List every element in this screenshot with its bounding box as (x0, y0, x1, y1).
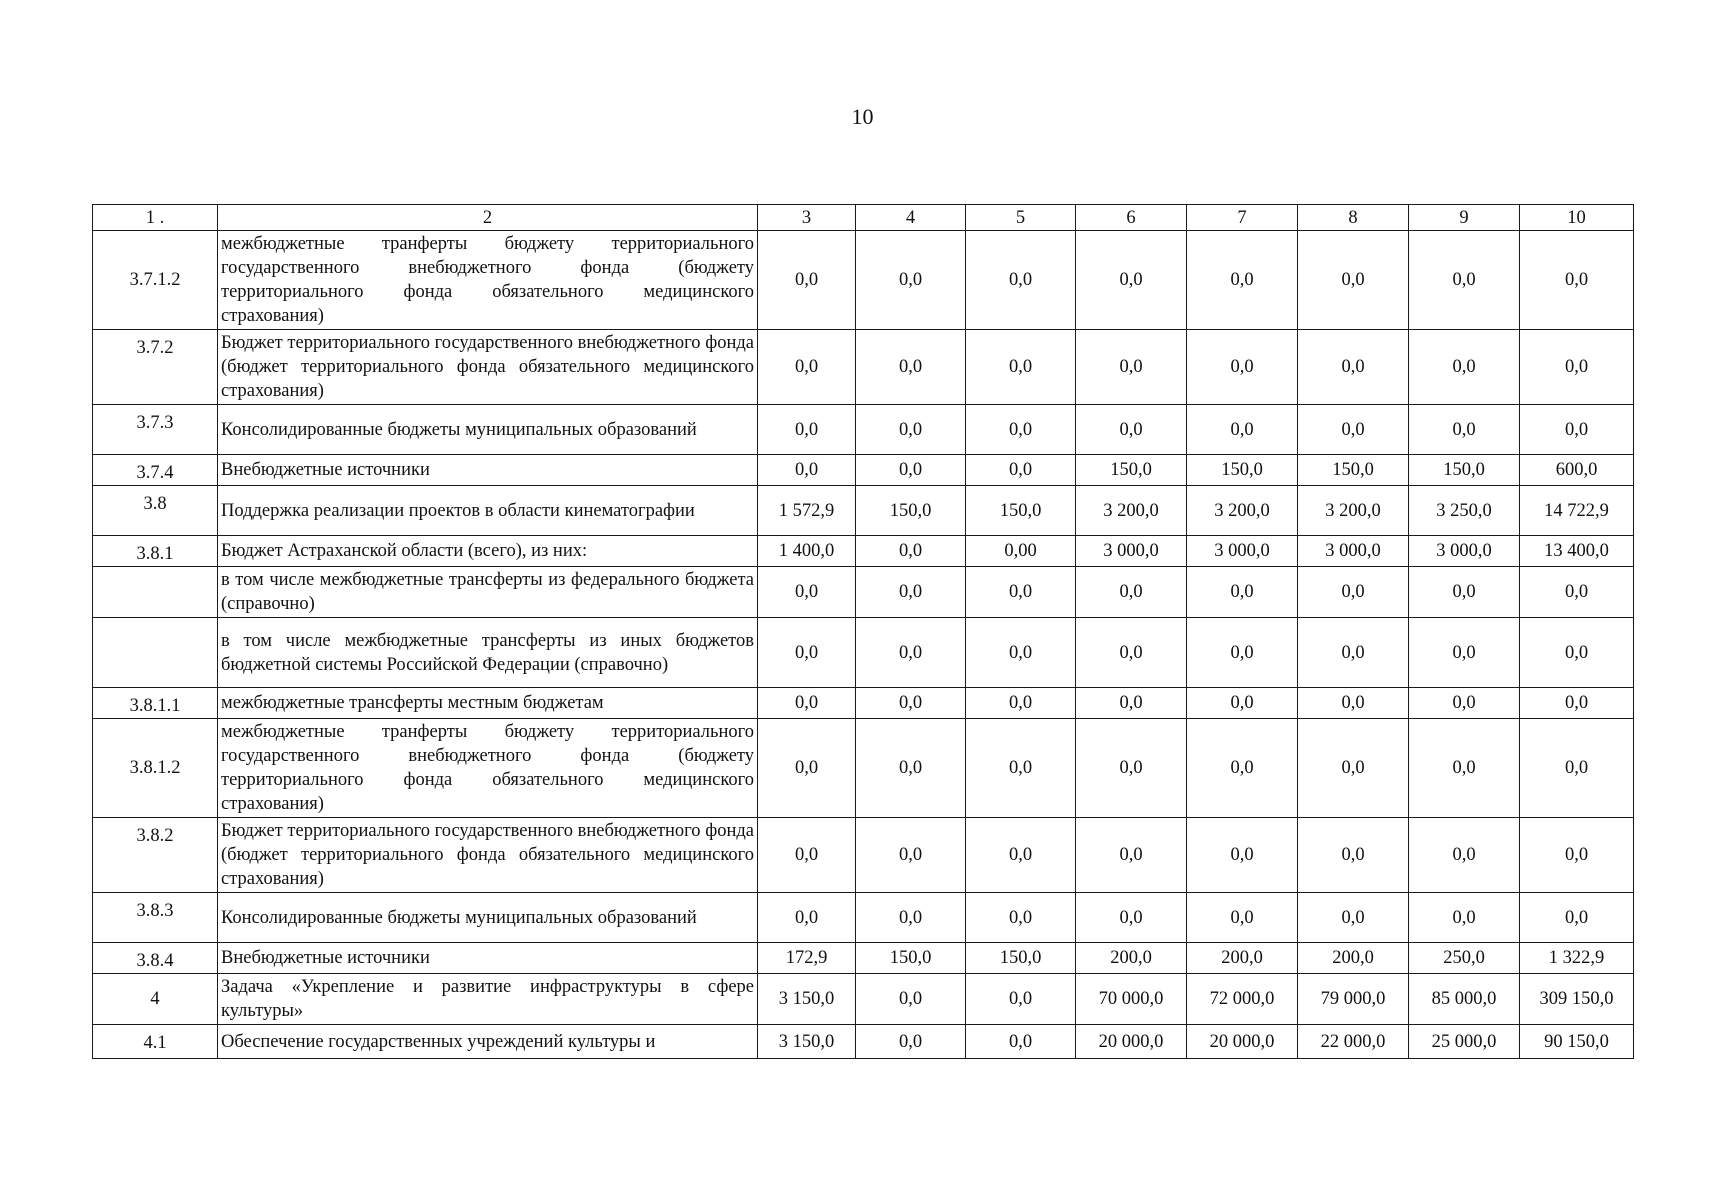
value-cell: 0,0 (1409, 818, 1520, 893)
value-cell: 0,0 (1409, 618, 1520, 688)
value-cell: 0,0 (856, 688, 966, 719)
row-code (93, 567, 218, 618)
value-cell: 3 150,0 (758, 1025, 856, 1059)
row-code: 3.8 (93, 486, 218, 536)
row-description: Внебюджетные источники (218, 455, 758, 486)
value-cell: 90 150,0 (1520, 1025, 1634, 1059)
table-row (93, 1025, 1634, 1059)
value-cell: 0,0 (1520, 567, 1634, 618)
value-cell: 0,0 (1187, 567, 1298, 618)
value-cell: 3 150,0 (758, 974, 856, 1025)
value-cell: 0,0 (856, 618, 966, 688)
value-cell: 0,0 (1298, 330, 1409, 405)
value-cell: 0,0 (966, 618, 1076, 688)
row-code: 4 (93, 974, 218, 1025)
value-cell: 20 000,0 (1076, 1025, 1187, 1059)
value-cell: 0,0 (1409, 330, 1520, 405)
value-cell: 0,0 (1520, 405, 1634, 455)
table-row (93, 818, 1634, 893)
value-cell: 0,0 (1298, 893, 1409, 943)
row-description: Задача «Укрепление и развитие инфраструктуры в сфере культуры» (218, 974, 758, 1025)
row-description: Поддержка реализации проектов в области кинематографии (218, 486, 758, 536)
value-cell: 150,0 (966, 943, 1076, 974)
table-row (93, 618, 1634, 688)
value-cell: 0,0 (1298, 618, 1409, 688)
value-cell: 0,0 (1187, 719, 1298, 818)
value-cell: 22 000,0 (1298, 1025, 1409, 1059)
value-cell: 0,0 (856, 567, 966, 618)
row-description: Бюджет Астраханской области (всего), из них: (218, 536, 758, 567)
value-cell: 0,0 (1298, 818, 1409, 893)
column-header: 8 (1298, 205, 1409, 231)
value-cell: 0,0 (966, 719, 1076, 818)
value-cell: 0,0 (1187, 688, 1298, 719)
value-cell: 0,0 (966, 688, 1076, 719)
row-description: межбюджетные транферты бюджету территориального государственного внебюджетного фонда (бюджету территориального фонда обязательного медицинского страхования) (218, 231, 758, 330)
value-cell: 0,0 (966, 455, 1076, 486)
value-cell: 0,0 (966, 974, 1076, 1025)
value-cell: 150,0 (966, 486, 1076, 536)
table-row (93, 330, 1634, 405)
row-code: 3.7.2 (93, 330, 218, 405)
value-cell: 150,0 (1187, 455, 1298, 486)
value-cell: 0,0 (758, 567, 856, 618)
row-code: 3.8.1.1 (93, 688, 218, 719)
value-cell: 79 000,0 (1298, 974, 1409, 1025)
value-cell: 0,0 (966, 231, 1076, 330)
value-cell: 200,0 (1187, 943, 1298, 974)
value-cell: 0,0 (856, 455, 966, 486)
value-cell: 0,0 (856, 1025, 966, 1059)
page-number: 10 (851, 104, 874, 129)
header-row (93, 205, 1634, 231)
value-cell: 0,0 (1409, 893, 1520, 943)
table-row (93, 486, 1634, 536)
value-cell: 0,0 (1520, 618, 1634, 688)
table-row (93, 405, 1634, 455)
value-cell: 309 150,0 (1520, 974, 1634, 1025)
value-cell: 3 000,0 (1076, 536, 1187, 567)
row-description: Бюджет территориального государственного внебюджетного фонда (бюджет территориального фонда обязательного медицинского страхования) (218, 330, 758, 405)
value-cell: 150,0 (1409, 455, 1520, 486)
row-code: 3.7.1.2 (93, 231, 218, 330)
value-cell: 0,00 (966, 536, 1076, 567)
value-cell: 3 200,0 (1187, 486, 1298, 536)
value-cell: 0,0 (758, 893, 856, 943)
value-cell: 150,0 (1298, 455, 1409, 486)
value-cell: 0,0 (1187, 818, 1298, 893)
value-cell: 0,0 (1187, 893, 1298, 943)
row-description: Консолидированные бюджеты муниципальных образований (218, 405, 758, 455)
value-cell: 0,0 (966, 893, 1076, 943)
table-row (93, 974, 1634, 1025)
value-cell: 0,0 (758, 455, 856, 486)
table-row (93, 719, 1634, 818)
budget-table (92, 204, 1634, 1059)
value-cell: 3 000,0 (1298, 536, 1409, 567)
row-code: 3.8.2 (93, 818, 218, 893)
value-cell: 0,0 (856, 536, 966, 567)
row-code: 3.7.3 (93, 405, 218, 455)
column-header: 2 (218, 205, 758, 231)
value-cell: 25 000,0 (1409, 1025, 1520, 1059)
value-cell: 0,0 (966, 405, 1076, 455)
value-cell: 0,0 (1520, 231, 1634, 330)
value-cell: 0,0 (856, 405, 966, 455)
row-description: Обеспечение государственных учреждений культуры и (218, 1025, 758, 1059)
table-row (93, 536, 1634, 567)
value-cell: 0,0 (1076, 818, 1187, 893)
table-row (93, 943, 1634, 974)
value-cell: 250,0 (1409, 943, 1520, 974)
row-code: 3.8.1.2 (93, 719, 218, 818)
value-cell: 150,0 (856, 943, 966, 974)
row-description: межбюджетные трансферты местным бюджетам (218, 688, 758, 719)
value-cell: 0,0 (1298, 567, 1409, 618)
value-cell: 0,0 (1298, 688, 1409, 719)
value-cell: 0,0 (856, 719, 966, 818)
table-row (93, 688, 1634, 719)
value-cell: 0,0 (856, 818, 966, 893)
row-description: в том числе межбюджетные трансферты из иных бюджетов бюджетной системы Российской Федерации (справочно) (218, 618, 758, 688)
value-cell: 0,0 (1076, 567, 1187, 618)
row-description: в том числе межбюджетные трансферты из федерального бюджета (справочно) (218, 567, 758, 618)
value-cell: 0,0 (1409, 231, 1520, 330)
value-cell: 3 250,0 (1409, 486, 1520, 536)
row-code: 3.7.4 (93, 455, 218, 486)
value-cell: 3 200,0 (1298, 486, 1409, 536)
row-code (93, 618, 218, 688)
row-description: Консолидированные бюджеты муниципальных образований (218, 893, 758, 943)
value-cell: 0,0 (1520, 330, 1634, 405)
value-cell: 0,0 (1298, 405, 1409, 455)
value-cell: 0,0 (1076, 893, 1187, 943)
table-row (93, 893, 1634, 943)
value-cell: 0,0 (1076, 688, 1187, 719)
value-cell: 0,0 (758, 405, 856, 455)
value-cell: 0,0 (1076, 618, 1187, 688)
row-code: 3.8.1 (93, 536, 218, 567)
value-cell: 172,9 (758, 943, 856, 974)
column-header: 6 (1076, 205, 1187, 231)
column-header: 10 (1520, 205, 1634, 231)
value-cell: 0,0 (966, 567, 1076, 618)
column-header: 3 (758, 205, 856, 231)
row-description: межбюджетные транферты бюджету территориального государственного внебюджетного фонда (бюджету территориального фонда обязательного медицинского страхования) (218, 719, 758, 818)
value-cell: 13 400,0 (1520, 536, 1634, 567)
table-row (93, 231, 1634, 330)
value-cell: 0,0 (1520, 818, 1634, 893)
value-cell: 0,0 (1298, 231, 1409, 330)
value-cell: 70 000,0 (1076, 974, 1187, 1025)
row-description: Бюджет территориального государственного внебюджетного фонда (бюджет территориального фонда обязательного медицинского страхования) (218, 818, 758, 893)
value-cell: 0,0 (856, 974, 966, 1025)
value-cell: 3 200,0 (1076, 486, 1187, 536)
value-cell: 150,0 (1076, 455, 1187, 486)
value-cell: 0,0 (966, 330, 1076, 405)
value-cell: 3 000,0 (1409, 536, 1520, 567)
value-cell: 0,0 (966, 818, 1076, 893)
value-cell: 0,0 (856, 330, 966, 405)
row-code: 4.1 (93, 1025, 218, 1059)
value-cell: 200,0 (1298, 943, 1409, 974)
value-cell: 0,0 (1409, 405, 1520, 455)
value-cell: 0,0 (1520, 893, 1634, 943)
value-cell: 0,0 (1187, 231, 1298, 330)
value-cell: 1 400,0 (758, 536, 856, 567)
row-code: 3.8.3 (93, 893, 218, 943)
column-header: 4 (856, 205, 966, 231)
value-cell: 0,0 (966, 1025, 1076, 1059)
value-cell: 0,0 (1520, 688, 1634, 719)
value-cell: 14 722,9 (1520, 486, 1634, 536)
value-cell: 0,0 (758, 618, 856, 688)
value-cell: 85 000,0 (1409, 974, 1520, 1025)
value-cell: 0,0 (1076, 719, 1187, 818)
value-cell: 0,0 (856, 893, 966, 943)
value-cell: 0,0 (758, 231, 856, 330)
value-cell: 0,0 (758, 330, 856, 405)
value-cell: 600,0 (1520, 455, 1634, 486)
value-cell: 1 572,9 (758, 486, 856, 536)
value-cell: 0,0 (1187, 330, 1298, 405)
value-cell: 0,0 (1520, 719, 1634, 818)
value-cell: 0,0 (1298, 719, 1409, 818)
column-header: 9 (1409, 205, 1520, 231)
value-cell: 0,0 (1187, 618, 1298, 688)
value-cell: 0,0 (1076, 405, 1187, 455)
value-cell: 200,0 (1076, 943, 1187, 974)
table-body (93, 205, 1634, 1059)
value-cell: 0,0 (1076, 330, 1187, 405)
value-cell: 0,0 (758, 818, 856, 893)
value-cell: 0,0 (1409, 567, 1520, 618)
table-row (93, 567, 1634, 618)
value-cell: 0,0 (1409, 719, 1520, 818)
value-cell: 0,0 (1409, 688, 1520, 719)
column-header: 7 (1187, 205, 1298, 231)
value-cell: 0,0 (1187, 405, 1298, 455)
row-code: 3.8.4 (93, 943, 218, 974)
table-row (93, 455, 1634, 486)
value-cell: 1 322,9 (1520, 943, 1634, 974)
value-cell: 72 000,0 (1187, 974, 1298, 1025)
value-cell: 0,0 (1076, 231, 1187, 330)
value-cell: 0,0 (758, 719, 856, 818)
column-header: 1 . (93, 205, 218, 231)
value-cell: 0,0 (856, 231, 966, 330)
value-cell: 150,0 (856, 486, 966, 536)
value-cell: 3 000,0 (1187, 536, 1298, 567)
column-header: 5 (966, 205, 1076, 231)
row-description: Внебюджетные источники (218, 943, 758, 974)
value-cell: 0,0 (758, 688, 856, 719)
value-cell: 20 000,0 (1187, 1025, 1298, 1059)
